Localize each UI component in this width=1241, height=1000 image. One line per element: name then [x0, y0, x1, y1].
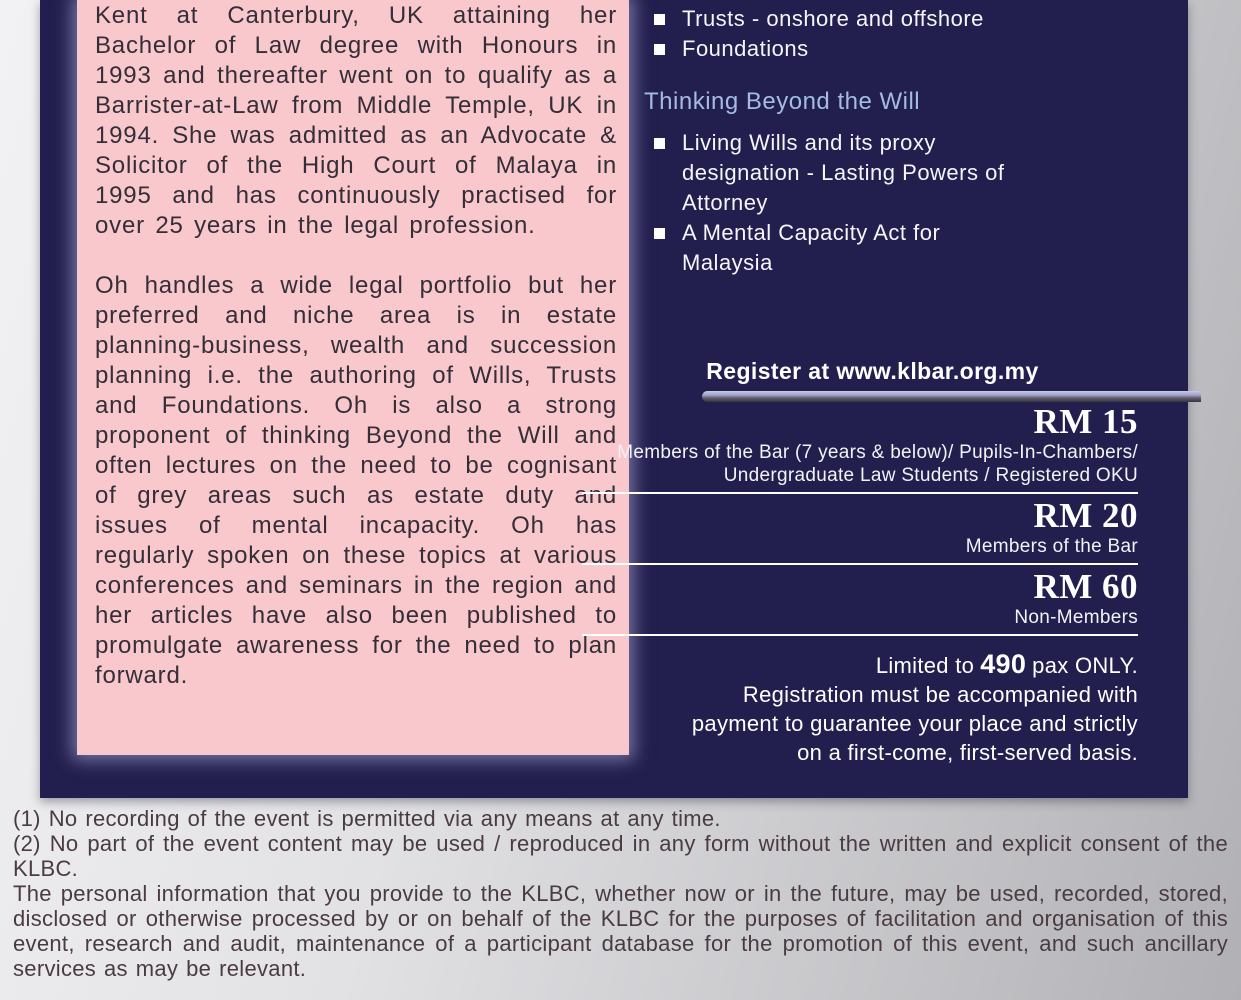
price-row-rm20 — [582, 497, 1138, 558]
topic-item-foundations — [654, 34, 1159, 64]
subtopic-line: Attorney — [682, 190, 768, 215]
capacity-line — [582, 650, 1138, 680]
square-bullet-icon — [654, 228, 665, 239]
footer-note-1: (1) No recording of the event is permitted via any means at any time. — [13, 806, 721, 831]
footer-note-2: (2) No part of the event content may be used / reproduced in any form without the written and explicit consent of the KLBC. — [13, 831, 1228, 881]
square-bullet-icon — [654, 138, 665, 149]
capacity-suffix: pax ONLY. — [1032, 653, 1138, 678]
footer-privacy-note: The personal information that you provide to the KLBC, whether now or in the future, may be used, recorded, stored, disclosed or otherwise processed by or on behalf of the KLBC for the purposes of facilitation and organisation of this event, research and audit, maintenance of a participant database for the promotion of this event, and such ancillary services as may be relevant. — [13, 881, 1228, 981]
subtopic-item-label — [682, 128, 1004, 218]
subtopic-item-living-wills — [654, 128, 1159, 218]
bio-paragraph-2: Oh handles a wide legal portfolio but her preferred and niche area is in estate planning-business, wealth and succession planning i.e. the authoring of Wills, Trusts and Foundations. Oh is also a strong proponent of thinking Beyond the Will and often lectures on the need to be cognisant of grey areas such as estate duty and issues of mental incapacity. Oh has regularly spoken on these topics at various conferences and seminars in the region and her articles have also been published to promulgate awareness for the need to plan forward. — [95, 272, 617, 689]
square-bullet-icon — [654, 14, 665, 25]
register-underline-bar — [702, 391, 1201, 402]
register-url-label: Register at www.klbar.org.my — [706, 358, 1039, 384]
subtopic-item-label — [682, 218, 940, 278]
subtopic-line: Malaysia — [682, 250, 773, 275]
square-bullet-icon — [654, 44, 665, 55]
price-list — [582, 403, 1138, 767]
registration-note-line: on a first-come, first-served basis. — [797, 740, 1138, 765]
capacity-prefix: Limited to — [875, 653, 975, 678]
price-divider — [582, 492, 1138, 494]
price-row-rm15 — [582, 403, 1138, 487]
capacity-count: 490 — [980, 649, 1027, 679]
subtopics-list — [654, 128, 1159, 278]
subtopic-line: designation - Lasting Powers of — [682, 160, 1005, 185]
registration-note-line: Registration must be accompanied with — [742, 682, 1138, 707]
price-divider — [582, 563, 1138, 565]
subtopic-item-mental-capacity-act — [654, 218, 1159, 278]
price-description-line: Members of the Bar — [965, 536, 1138, 557]
footer-notes — [13, 806, 1228, 981]
topic-item-label: Foundations — [682, 36, 809, 61]
price-amount: RM 15 — [1033, 402, 1138, 441]
price-row-rm60 — [582, 568, 1138, 629]
topic-item-trusts — [654, 4, 1159, 34]
price-description-line: Non-Members — [1014, 607, 1138, 628]
bio-paragraph-1: Kent at Canterbury, UK attaining her Bachelor of Law degree with Honours in 1993 and thereafter went on to qualify as a Barrister-at-Law from Middle Temple, UK in 1994. She was admitted as an Advocate & Solicitor of the High Court of Malaya in 1995 and has continuously practised for over 25 years in the legal profession. — [95, 2, 617, 239]
capacity-note — [582, 650, 1138, 767]
section-heading: Thinking Beyond the Will — [644, 88, 921, 115]
speaker-bio-box — [77, 0, 629, 755]
price-divider — [582, 634, 1138, 636]
price-description-line: Undergraduate Law Students / Registered OKU — [723, 465, 1138, 486]
topic-item-label: Trusts - onshore and offshore — [682, 6, 984, 31]
registration-note-line: payment to guarantee your place and strictly — [691, 711, 1138, 736]
subtopic-line: Living Wills and its proxy — [682, 130, 936, 155]
topics-list — [654, 4, 1159, 64]
subtopic-line: A Mental Capacity Act for — [682, 220, 941, 245]
price-amount: RM 20 — [1033, 496, 1138, 535]
price-amount: RM 60 — [1033, 567, 1138, 606]
price-description-line: Members of the Bar (7 years & below)/ Pupils-In-Chambers/ — [617, 442, 1138, 463]
